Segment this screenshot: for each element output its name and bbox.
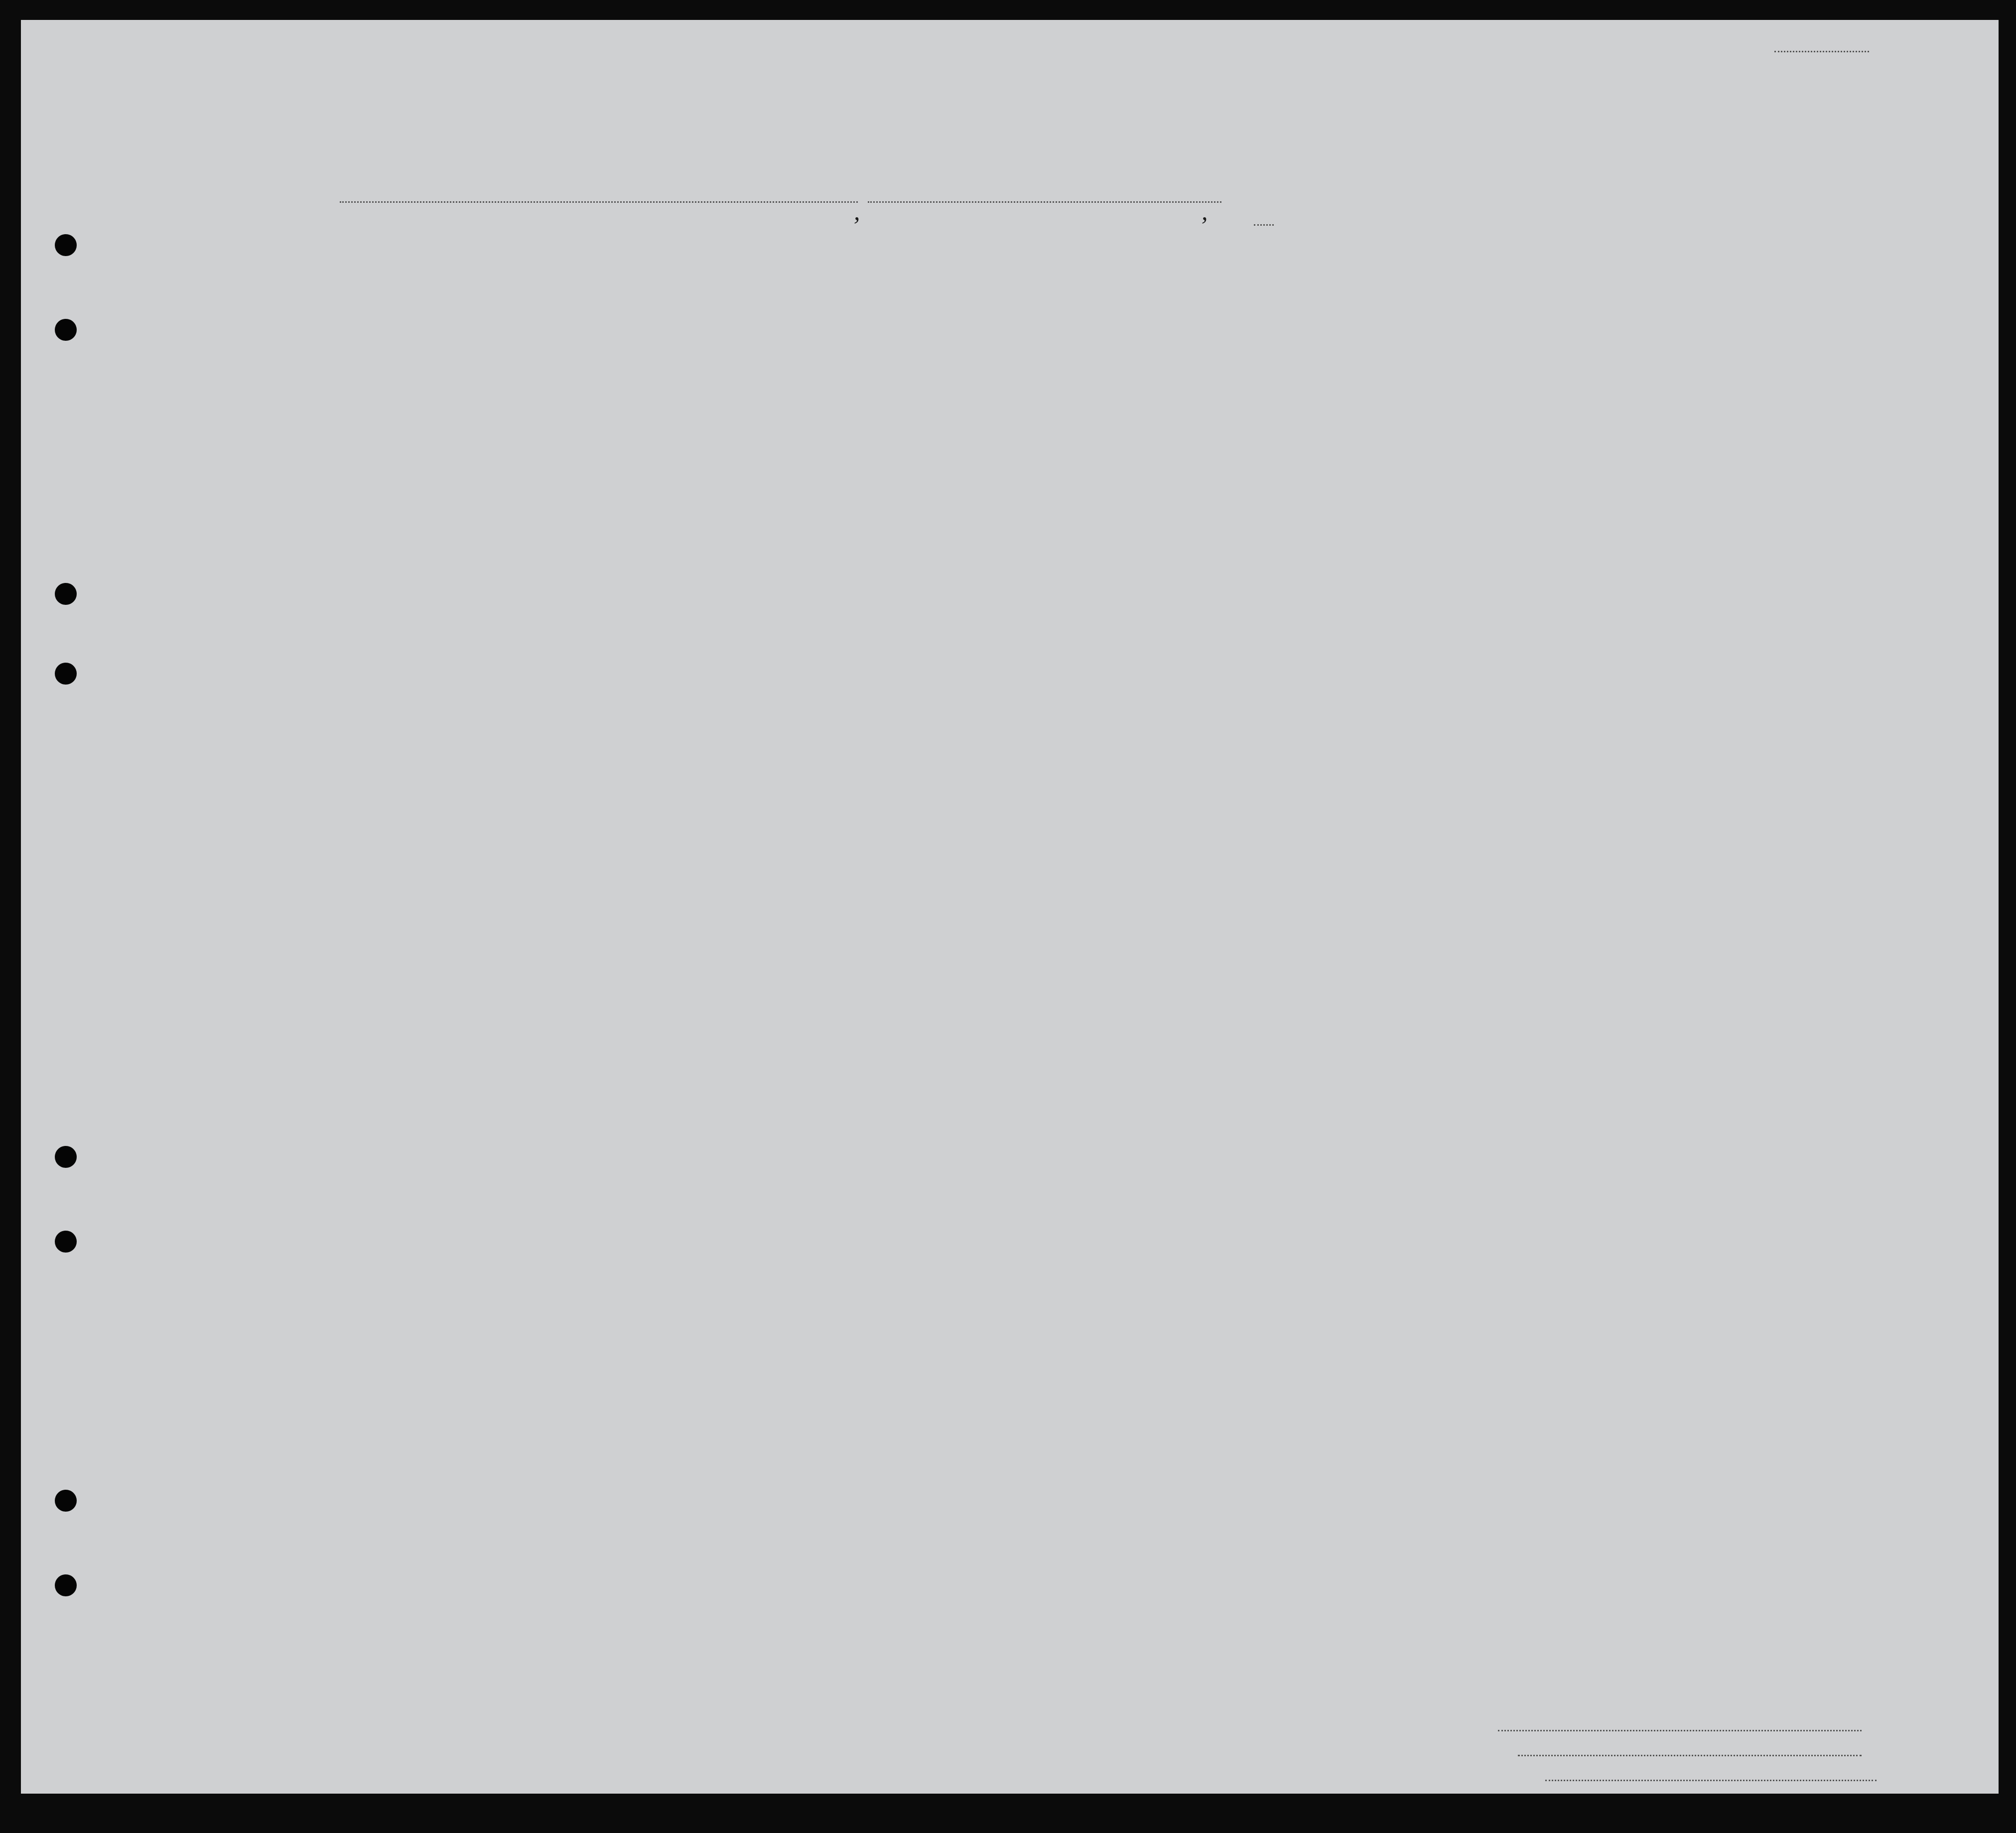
- owners-value: [1518, 1755, 1862, 1756]
- comma-1: ,: [854, 197, 860, 225]
- punch-hole: [55, 1231, 77, 1253]
- punch-hole: [55, 234, 77, 256]
- agents-value: [1545, 1780, 1877, 1781]
- punch-hole: [55, 1146, 77, 1168]
- line-value: [1498, 1730, 1862, 1731]
- comma-2: ,: [1202, 197, 1208, 225]
- manifest-sheet: [21, 20, 1999, 1794]
- punch-hole: [55, 583, 77, 605]
- punch-hole: [55, 663, 77, 685]
- punch-hole: [55, 1490, 77, 1512]
- punch-hole: [55, 319, 77, 341]
- table-grid: [21, 20, 1999, 1794]
- punch-hole: [55, 1574, 77, 1596]
